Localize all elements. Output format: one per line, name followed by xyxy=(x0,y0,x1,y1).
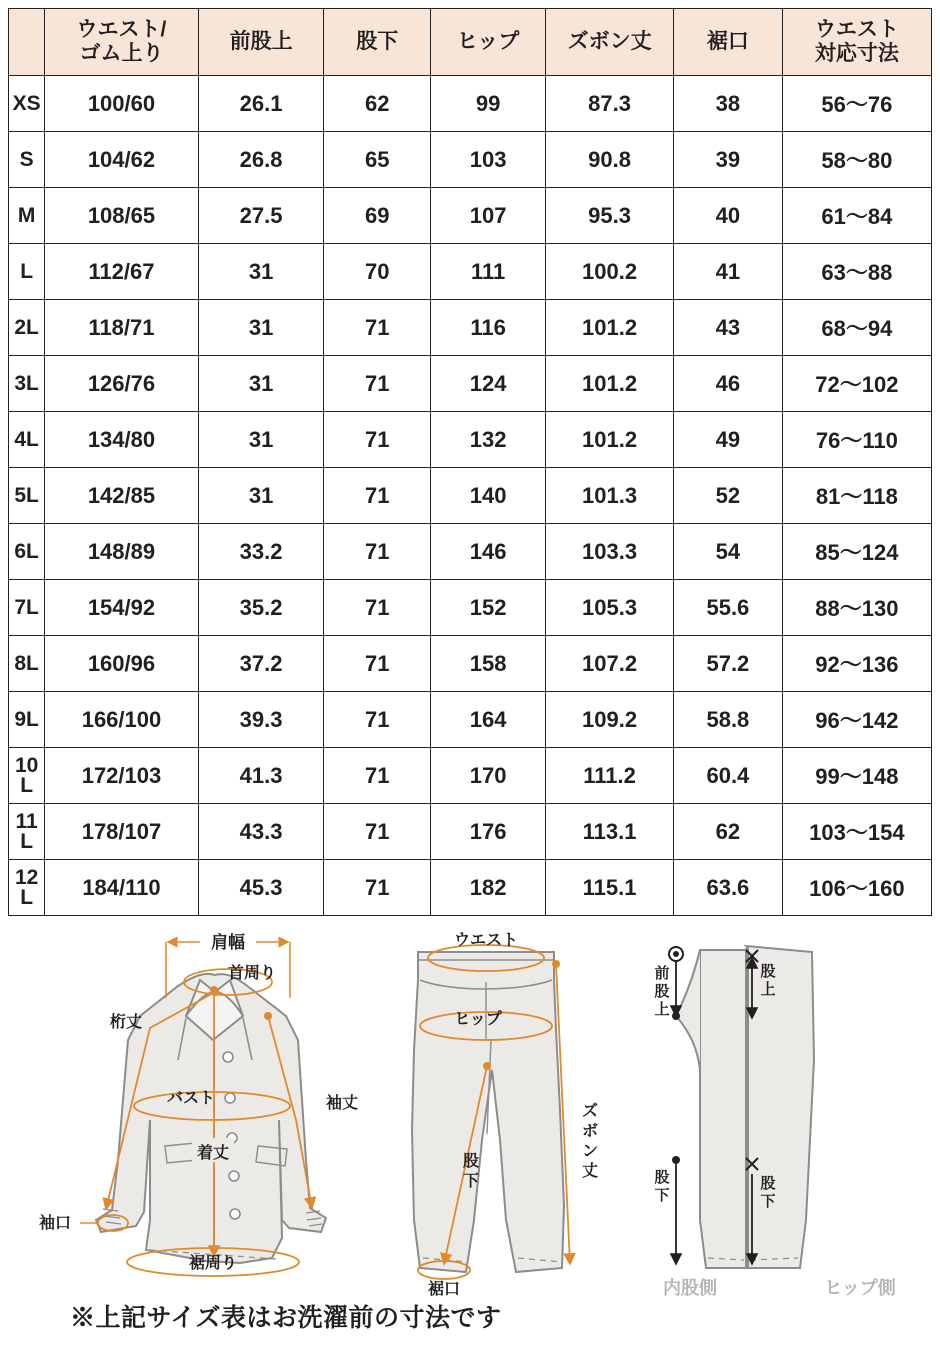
label-inseam-pants-2: 下 xyxy=(462,1173,480,1190)
row-inseam: 71 xyxy=(324,636,431,692)
row-inseam: 62 xyxy=(324,76,431,132)
label-waist-pants: ウエスト xyxy=(453,932,519,949)
row-hip: 158 xyxy=(431,636,546,692)
row-inseam: 71 xyxy=(324,692,431,748)
row-hip: 176 xyxy=(431,804,546,860)
row-hip: 99 xyxy=(431,76,546,132)
jacket-illustration xyxy=(39,920,358,1276)
header-waist-line1: ウエスト/ xyxy=(76,17,167,41)
row-size: 6L xyxy=(9,524,45,580)
label-pants-length-2: ボ xyxy=(581,1123,599,1140)
row-inseam: 71 xyxy=(324,748,431,804)
row-waist: 118/71 xyxy=(45,300,198,356)
row-waist: 178/107 xyxy=(45,804,198,860)
row-waist-range: 68〜94 xyxy=(782,300,931,356)
label-inseam-pants: 股 xyxy=(462,1153,480,1170)
measurement-illustrations xyxy=(0,920,940,1340)
header-pants-length xyxy=(546,9,674,76)
row-size: 7L xyxy=(9,580,45,636)
row-hip: 164 xyxy=(431,692,546,748)
row-hip: 140 xyxy=(431,468,546,524)
label-pants-length-1: ズ xyxy=(581,1103,599,1120)
row-hip: 103 xyxy=(431,132,546,188)
row-inseam: 71 xyxy=(324,804,431,860)
label-pants-length-4: 丈 xyxy=(581,1163,599,1180)
label-rise-1: 股 xyxy=(760,963,776,980)
row-waist-range: 58〜80 xyxy=(782,132,931,188)
row-waist-range: 88〜130 xyxy=(782,580,931,636)
row-size: S xyxy=(9,132,45,188)
row-pants-length: 101.2 xyxy=(546,412,674,468)
row-front-rise: 41.3 xyxy=(198,748,324,804)
row-size: 2L xyxy=(9,300,45,356)
table-row xyxy=(9,300,932,356)
row-pants-length: 87.3 xyxy=(546,76,674,132)
row-inseam: 71 xyxy=(324,356,431,412)
row-inseam: 69 xyxy=(324,188,431,244)
row-cuff: 46 xyxy=(674,356,783,412)
row-size: 3L xyxy=(9,356,45,412)
row-waist: 134/80 xyxy=(45,412,198,468)
row-waist-range: 92〜136 xyxy=(782,636,931,692)
row-front-rise: 31 xyxy=(198,300,324,356)
row-inseam: 71 xyxy=(324,468,431,524)
table-row xyxy=(9,244,932,300)
label-cuff-pants: 裾口 xyxy=(427,1281,461,1298)
row-pants-length: 115.1 xyxy=(546,860,674,916)
row-size: 11L xyxy=(9,804,45,860)
row-cuff: 38 xyxy=(674,76,783,132)
row-size: 10L xyxy=(9,748,45,804)
size-chart-page xyxy=(0,8,940,1368)
header-waist-range-line2: 対応寸法 xyxy=(814,42,899,65)
row-waist-range: 72〜102 xyxy=(782,356,931,412)
row-hip: 146 xyxy=(431,524,546,580)
row-cuff: 62 xyxy=(674,804,783,860)
row-cuff: 49 xyxy=(674,412,783,468)
row-size: 8L xyxy=(9,636,45,692)
row-cuff: 41 xyxy=(674,244,783,300)
header-hip xyxy=(431,9,546,76)
label-rise-2: 上 xyxy=(760,981,776,998)
row-inseam: 71 xyxy=(324,524,431,580)
row-cuff: 54 xyxy=(674,524,783,580)
header-row xyxy=(9,9,932,76)
header-pants-length-line1: ズボン丈 xyxy=(567,29,652,53)
row-front-rise: 39.3 xyxy=(198,692,324,748)
label-shoulder: 肩幅 xyxy=(211,933,245,952)
label-front-rise-1: 前 xyxy=(654,965,670,982)
table-row xyxy=(9,356,932,412)
row-pants-length: 103.3 xyxy=(546,524,674,580)
row-cuff: 43 xyxy=(674,300,783,356)
row-hip: 152 xyxy=(431,580,546,636)
row-inseam: 71 xyxy=(324,412,431,468)
row-inseam: 70 xyxy=(324,244,431,300)
label-inner-side: 内股側 xyxy=(663,1278,717,1298)
table-row xyxy=(9,636,932,692)
table-header xyxy=(9,9,932,76)
row-waist-range: 81〜118 xyxy=(782,468,931,524)
row-cuff: 52 xyxy=(674,468,783,524)
table-row xyxy=(9,132,932,188)
table-body xyxy=(9,76,932,916)
row-waist: 172/103 xyxy=(45,748,198,804)
header-waist-line2: ゴム上り xyxy=(79,42,164,65)
row-size: 9L xyxy=(9,692,45,748)
header-waist-range xyxy=(782,9,931,76)
table-row xyxy=(9,748,932,804)
row-front-rise: 37.2 xyxy=(198,636,324,692)
table-row xyxy=(9,188,932,244)
row-cuff: 39 xyxy=(674,132,783,188)
header-waist xyxy=(45,9,198,76)
label-bust: バスト xyxy=(166,1090,216,1107)
row-pants-length: 101.2 xyxy=(546,356,674,412)
row-front-rise: 26.1 xyxy=(198,76,324,132)
row-cuff: 58.8 xyxy=(674,692,783,748)
row-inseam: 71 xyxy=(324,580,431,636)
size-table xyxy=(8,8,932,916)
label-kitake: 着丈 xyxy=(196,1145,230,1162)
row-pants-length: 100.2 xyxy=(546,244,674,300)
row-front-rise: 33.2 xyxy=(198,524,324,580)
table-row xyxy=(9,468,932,524)
row-pants-length: 101.2 xyxy=(546,300,674,356)
row-front-rise: 27.5 xyxy=(198,188,324,244)
row-waist-range: 106〜160 xyxy=(782,860,931,916)
row-inseam: 71 xyxy=(324,860,431,916)
table-row xyxy=(9,692,932,748)
table-row xyxy=(9,804,932,860)
row-cuff: 60.4 xyxy=(674,748,783,804)
pants-illustration xyxy=(412,932,598,1298)
row-pants-length: 113.1 xyxy=(546,804,674,860)
row-waist-range: 96〜142 xyxy=(782,692,931,748)
row-hip: 107 xyxy=(431,188,546,244)
row-waist-range: 103〜154 xyxy=(782,804,931,860)
row-pants-length: 95.3 xyxy=(546,188,674,244)
label-neck: 首周り xyxy=(227,965,277,982)
row-waist: 160/96 xyxy=(45,636,198,692)
row-pants-length: 105.3 xyxy=(546,580,674,636)
row-pants-length: 101.3 xyxy=(546,468,674,524)
header-inseam xyxy=(324,9,431,76)
table-row xyxy=(9,412,932,468)
row-pants-length: 111.2 xyxy=(546,748,674,804)
row-waist: 108/65 xyxy=(45,188,198,244)
row-hip: 170 xyxy=(431,748,546,804)
row-front-rise: 31 xyxy=(198,356,324,412)
row-front-rise: 26.8 xyxy=(198,132,324,188)
label-inseam-left-1: 股 xyxy=(654,1169,670,1186)
label-front-rise-2: 股 xyxy=(654,983,670,1000)
row-waist-range: 76〜110 xyxy=(782,412,931,468)
table-row xyxy=(9,524,932,580)
table-row xyxy=(9,580,932,636)
wash-note: ※上記サイズ表はお洗濯前の寸法です xyxy=(70,1304,502,1332)
header-inseam-line1: 股下 xyxy=(356,29,399,53)
label-pants-length-3: ン xyxy=(581,1143,599,1160)
row-waist: 142/85 xyxy=(45,468,198,524)
row-pants-length: 109.2 xyxy=(546,692,674,748)
label-hem: 裾周り xyxy=(188,1255,238,1272)
header-hip-line1: ヒップ xyxy=(456,29,520,53)
row-waist: 104/62 xyxy=(45,132,198,188)
row-size: 12L xyxy=(9,860,45,916)
row-waist: 166/100 xyxy=(45,692,198,748)
label-hip-side: ヒップ側 xyxy=(824,1278,896,1298)
row-front-rise: 43.3 xyxy=(198,804,324,860)
label-inseam-left-2: 下 xyxy=(654,1187,670,1204)
label-inseam-right-2: 下 xyxy=(760,1193,776,1210)
row-inseam: 65 xyxy=(324,132,431,188)
row-front-rise: 35.2 xyxy=(198,580,324,636)
row-waist: 148/89 xyxy=(45,524,198,580)
row-waist-range: 85〜124 xyxy=(782,524,931,580)
row-cuff: 40 xyxy=(674,188,783,244)
table-row xyxy=(9,76,932,132)
header-front-rise-line1: 前股上 xyxy=(229,29,293,53)
row-size: 4L xyxy=(9,412,45,468)
row-hip: 116 xyxy=(431,300,546,356)
row-waist-range: 61〜84 xyxy=(782,188,931,244)
row-waist-range: 99〜148 xyxy=(782,748,931,804)
row-hip: 124 xyxy=(431,356,546,412)
row-waist-range: 56〜76 xyxy=(782,76,931,132)
header-cuff-line1: 裾口 xyxy=(706,29,749,53)
label-inseam-right-1: 股 xyxy=(760,1175,776,1192)
row-size: XS xyxy=(9,76,45,132)
row-cuff: 57.2 xyxy=(674,636,783,692)
row-front-rise: 31 xyxy=(198,468,324,524)
row-hip: 182 xyxy=(431,860,546,916)
row-cuff: 55.6 xyxy=(674,580,783,636)
label-sleeve: 袖丈 xyxy=(325,1095,359,1112)
row-front-rise: 45.3 xyxy=(198,860,324,916)
row-inseam: 71 xyxy=(324,300,431,356)
row-waist-range: 63〜88 xyxy=(782,244,931,300)
table-row xyxy=(9,860,932,916)
row-front-rise: 31 xyxy=(198,244,324,300)
row-front-rise: 31 xyxy=(198,412,324,468)
row-pants-length: 90.8 xyxy=(546,132,674,188)
row-waist: 112/67 xyxy=(45,244,198,300)
header-waist-range-line1: ウエスト xyxy=(814,17,899,41)
row-pants-length: 107.2 xyxy=(546,636,674,692)
row-hip: 111 xyxy=(431,244,546,300)
row-size: 5L xyxy=(9,468,45,524)
row-waist: 126/76 xyxy=(45,356,198,412)
rise-detail-illustration xyxy=(654,946,895,1298)
header-front-rise xyxy=(198,9,324,76)
row-hip: 132 xyxy=(431,412,546,468)
label-hip-pants: ヒップ xyxy=(454,1011,502,1028)
label-yukitake: 桁丈 xyxy=(109,1014,143,1031)
row-size: L xyxy=(9,244,45,300)
header-cuff xyxy=(674,9,783,76)
row-size: M xyxy=(9,188,45,244)
row-waist: 184/110 xyxy=(45,860,198,916)
header-size-corner xyxy=(9,9,45,76)
row-waist: 100/60 xyxy=(45,76,198,132)
label-cuff-jacket: 袖口 xyxy=(38,1215,72,1232)
label-front-rise-3: 上 xyxy=(654,1001,670,1018)
row-waist: 154/92 xyxy=(45,580,198,636)
row-cuff: 63.6 xyxy=(674,860,783,916)
